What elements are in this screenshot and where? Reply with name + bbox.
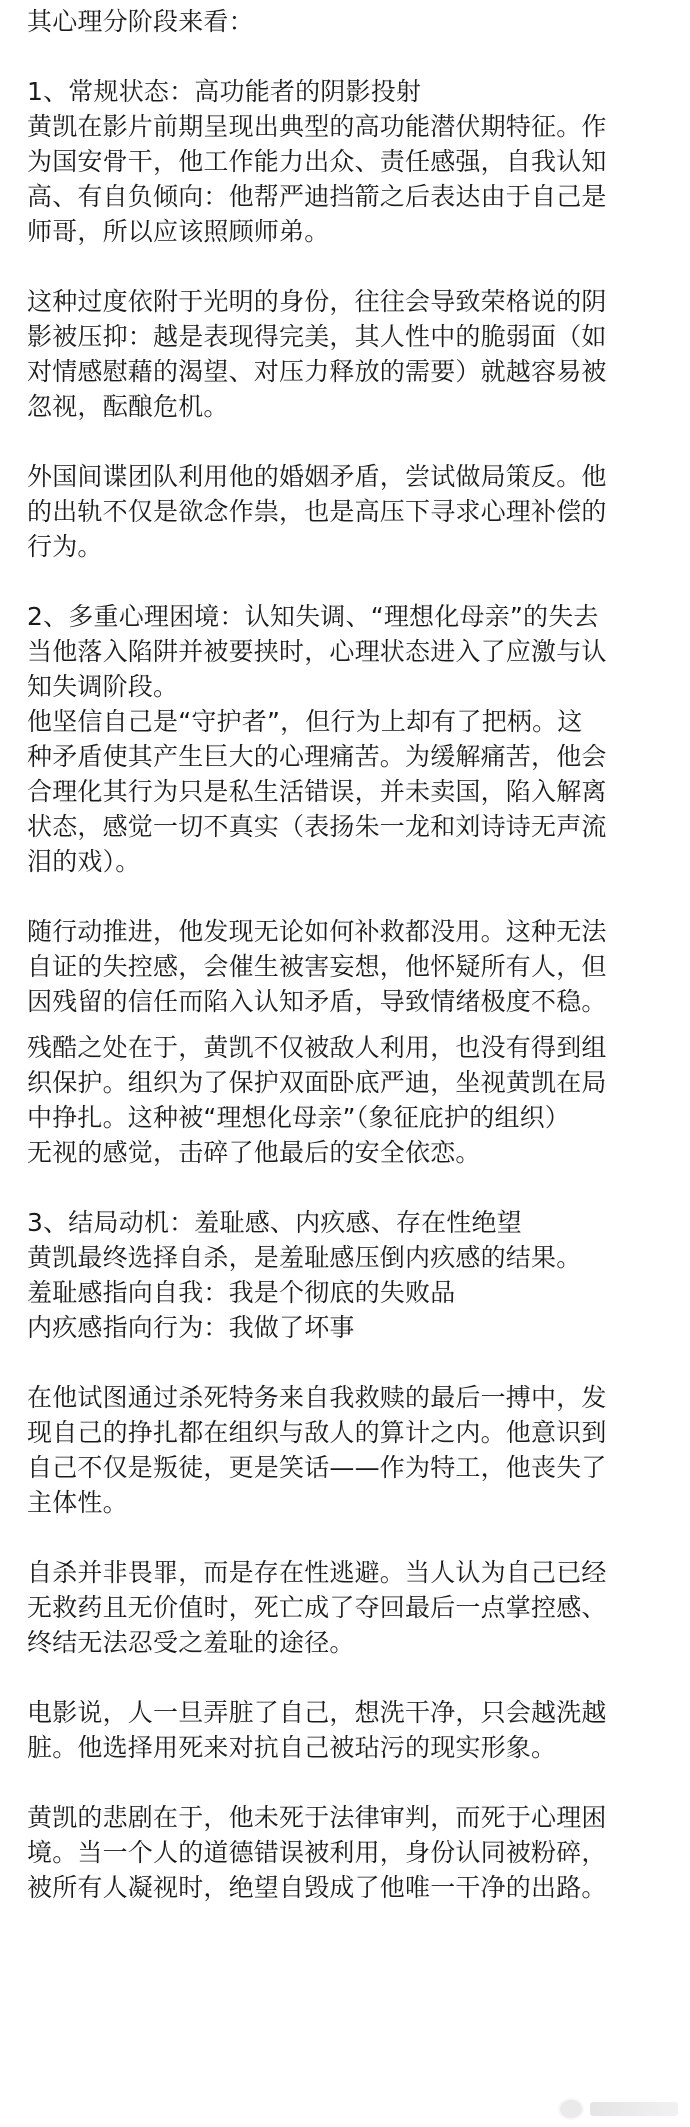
- watermark-icon: [558, 2098, 584, 2120]
- paragraph: [27, 459, 677, 564]
- paragraph-gap: [27, 39, 677, 74]
- text-line: 自证的失控感，会催生被害妄想，他怀疑所有人，但: [27, 952, 607, 981]
- paragraph: [27, 1695, 677, 1765]
- paragraph-gap: [27, 249, 677, 284]
- text-line: 境。当一个人的道德错误被利用，身份认同被粉碎，: [27, 1838, 607, 1867]
- text-line: 终结无法忍受之羞耻的途径。: [27, 1628, 355, 1657]
- text-line: 残酷之处在于，黄凯不仅被敌人利用，也没有得到组: [27, 1033, 607, 1062]
- text-line: 在他试图通过杀死特务来自我救赎的最后一搏中，发: [27, 1383, 607, 1412]
- text-line: 泪的戏）。: [27, 847, 141, 876]
- paragraph: [27, 1030, 677, 1170]
- text-line: 电影说，人一旦弄脏了自己，想洗干净，只会越洗越: [27, 1698, 607, 1727]
- paragraph-gap: [27, 1520, 677, 1555]
- paragraph: [27, 74, 677, 249]
- watermark-text-blur: [590, 2102, 678, 2116]
- text-line: 因残留的信任而陷入认知矛盾，导致情绪极度不稳。: [27, 987, 607, 1016]
- paragraph: [27, 1205, 677, 1345]
- text-line: 无救药且无价值时，死亡成了夺回最后一点掌控感、: [27, 1593, 607, 1622]
- text-line: 对情感慰藉的渴望、对压力释放的需要）就越容易被: [27, 357, 607, 386]
- text-line: 被所有人凝视时，绝望自毁成了他唯一干净的出路。: [27, 1873, 607, 1902]
- text-line: 内疚感指向行为：我做了坏事: [27, 1313, 355, 1342]
- text-line: 自杀并非畏罪，而是存在性逃避。当人认为自己已经: [27, 1558, 607, 1587]
- text-line: 其心理分阶段来看：: [27, 7, 254, 36]
- paragraph: [27, 1800, 677, 1905]
- paragraph-gap: [27, 564, 677, 599]
- paragraph-gap: [27, 1660, 677, 1695]
- text-line: 黄凯的悲剧在于，他未死于法律审判，而死于心理困: [27, 1803, 607, 1832]
- text-line: 主体性。: [27, 1488, 128, 1517]
- text-line: 1、常规状态：高功能者的阴影投射: [27, 77, 422, 106]
- text-line: 忽视，酝酿危机。: [27, 392, 229, 421]
- paragraph-gap: [27, 879, 677, 914]
- text-line: 为国安骨干，他工作能力出众、责任感强，自我认知: [27, 147, 607, 176]
- paragraph: [27, 599, 677, 879]
- paragraph-gap: [27, 424, 677, 459]
- paragraph-gap: [27, 1765, 677, 1800]
- text-line: 脏。他选择用死来对抗自己被玷污的现实形象。: [27, 1733, 557, 1762]
- text-line: 种矛盾使其产生巨大的心理痛苦。为缓解痛苦，他会: [27, 742, 607, 771]
- paragraph: [27, 914, 677, 1019]
- text-line: 中挣扎。这种被“理想化母亲”（象征庇护的组织）: [27, 1103, 571, 1132]
- text-line: 现自己的挣扎都在组织与敌人的算计之内。他意识到: [27, 1418, 607, 1447]
- text-line: 合理化其行为只是私生活错误，并未卖国，陷入解离: [27, 777, 607, 806]
- paragraph: [27, 1380, 677, 1520]
- text-line: 随行动推进，他发现无论如何补救都没用。这种无法: [27, 917, 607, 946]
- text-line: 师哥，所以应该照顾师弟。: [27, 217, 330, 246]
- text-line: 3、结局动机：羞耻感、内疚感、存在性绝望: [27, 1208, 522, 1237]
- article-body: [27, 4, 677, 1905]
- text-line: 状态，感觉一切不真实（表扬朱一龙和刘诗诗无声流: [27, 812, 607, 841]
- paragraph: [27, 284, 677, 424]
- paragraph: [27, 4, 677, 39]
- text-line: 织保护。组织为了保护双面卧底严迪，坐视黄凯在局: [27, 1068, 607, 1097]
- text-line: 他坚信自己是“守护者”，但行为上却有了把柄。这: [27, 707, 583, 736]
- text-line: 2、多重心理困境：认知失调、“理想化母亲”的失去: [27, 602, 599, 631]
- text-line: 高、有自负倾向：他帮严迪挡箭之后表达由于自己是: [27, 182, 607, 211]
- text-line: 外国间谍团队利用他的婚姻矛盾，尝试做局策反。他: [27, 462, 607, 491]
- text-line: 影被压抑：越是表现得完美，其人性中的脆弱面（如: [27, 322, 607, 351]
- text-line: 无视的感觉，击碎了他最后的安全依恋。: [27, 1138, 481, 1167]
- text-line: 行为。: [27, 532, 103, 561]
- paragraph-gap: [27, 1019, 677, 1030]
- text-line: 这种过度依附于光明的身份，往往会导致荣格说的阴: [27, 287, 607, 316]
- text-line: 当他落入陷阱并被要挟时，心理状态进入了应激与认: [27, 637, 607, 666]
- text-line: 自己不仅是叛徒，更是笑话——作为特工，他丧失了: [27, 1453, 607, 1482]
- watermark-logo: [558, 2094, 678, 2124]
- text-line: 黄凯在影片前期呈现出典型的高功能潜伏期特征。作: [27, 112, 607, 141]
- text-line: 的出轨不仅是欲念作祟，也是高压下寻求心理补偿的: [27, 497, 607, 526]
- text-line: 羞耻感指向自我：我是个彻底的失败品: [27, 1278, 456, 1307]
- paragraph-gap: [27, 1345, 677, 1380]
- paragraph: [27, 1555, 677, 1660]
- text-line: 知失调阶段。: [27, 672, 179, 701]
- text-line: 黄凯最终选择自杀，是羞耻感压倒内疚感的结果。: [27, 1243, 582, 1272]
- paragraph-gap: [27, 1170, 677, 1205]
